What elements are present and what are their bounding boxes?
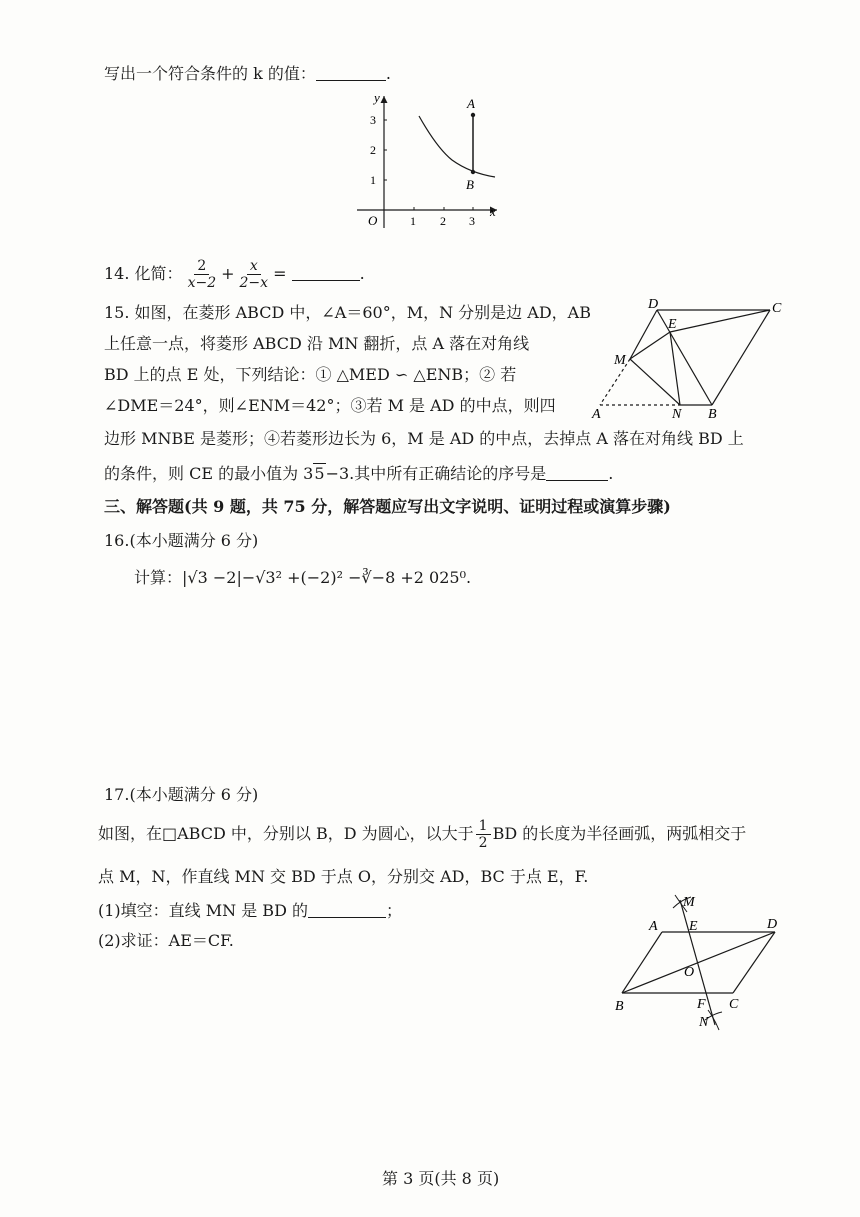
label-a: A <box>649 919 658 934</box>
point-b <box>471 170 475 174</box>
q15-line: 15. 如图，在菱形 ABCD 中，∠A＝60°，M，N 分别是边 AD，AB <box>104 303 591 322</box>
q17-figure <box>605 890 790 1040</box>
q17-line: 如图，在□ABCD 中，分别以 B，D 为圆心，以大于 $\frac{1}{2}$ BD 的长度为半径画弧，两弧相交于 <box>98 818 747 851</box>
q15-line: 上任意一点，将菱形 ABCD 沿 MN 翻折，点 A 落在对角线 <box>104 334 530 353</box>
label-b: B <box>708 407 717 422</box>
q13-graph <box>352 88 512 238</box>
q15-line: 的条件，则 CE 的最小值为 35−3.其中所有正确结论的序号是 . <box>104 464 614 483</box>
y-tick-label: 2 <box>370 143 376 157</box>
answer-blank <box>316 79 386 81</box>
section-heading: 三、解答题(共 9 题，共 75 分，解答题应写出文字说明、证明过程或演算步骤) <box>104 497 671 516</box>
label-b: B <box>615 999 624 1014</box>
point-a-label: A <box>467 96 475 111</box>
q15-figure <box>590 292 790 422</box>
label-d: D <box>767 917 778 932</box>
q15-line: ∠DME＝24°，则∠ENM＝42°；③若 M 是 AD 的中点，则四 <box>104 396 556 415</box>
label-o: O <box>684 965 695 980</box>
point-b-label: B <box>466 177 474 192</box>
sqrt: 5 <box>314 464 325 483</box>
y-tick-label: 1 <box>370 173 376 187</box>
label-n: N <box>672 407 682 422</box>
label-a: A <box>592 407 601 422</box>
label-f: F <box>697 997 706 1012</box>
y-tick-label: 3 <box>370 113 376 127</box>
q14: 14. 化简： $\frac{2}{x-2}$ + $\frac{x}{2-x}$ = . <box>104 258 365 291</box>
hyperbola-curve <box>419 116 495 177</box>
x-tick-label: 2 <box>440 214 446 228</box>
q13-prompt: 写出一个符合条件的 k 的值： . <box>104 64 391 83</box>
fraction: $\frac{2}{x-2}$ <box>187 258 217 291</box>
q17-line: 点 M，N，作直线 MN 交 BD 于点 O，分别交 AD，BC 于点 E，F. <box>98 867 589 886</box>
label-m: M <box>683 895 695 910</box>
q16-header: 16.(本小题满分 6 分) <box>104 531 259 550</box>
origin-label: O <box>368 213 378 228</box>
fraction: $\frac{x}{2-x}$ <box>239 258 269 291</box>
point-a <box>471 113 475 117</box>
x-tick-label: 1 <box>410 214 416 228</box>
label-d: D <box>648 297 659 312</box>
label-e: E <box>668 317 677 332</box>
answer-blank <box>292 279 360 281</box>
answer-blank <box>546 479 608 481</box>
y-axis-label: y <box>374 90 380 105</box>
label-m: M <box>614 353 626 368</box>
q17-part2: (2)求证：AE＝CF. <box>98 931 234 950</box>
label-c: C <box>729 997 739 1012</box>
x-axis-label: x <box>490 204 496 219</box>
q15-line: 边形 MNBE 是菱形；④若菱形边长为 6，M 是 AD 的中点，去掉点 A 落在对角线 BD 上 <box>104 429 744 448</box>
fraction: $\frac{1}{2}$ <box>476 818 491 851</box>
q16-expression: 计算：|√3 −2|−√3² +(−2)² −∛−8 +2 025⁰. <box>134 568 472 587</box>
label-n: N <box>699 1015 709 1030</box>
page-number: 第 3 页(共 8 页) <box>382 1169 500 1188</box>
q15-line: BD 上的点 E 处，下列结论：① △MED ∽ △ENB；② 若 <box>104 365 517 384</box>
label-e: E <box>689 919 698 934</box>
label-c: C <box>772 301 782 316</box>
q17-header: 17.(本小题满分 6 分) <box>104 785 259 804</box>
q17-part1: (1)填空：直线 MN 是 BD 的 ； <box>98 901 402 920</box>
answer-blank <box>308 916 386 918</box>
x-tick-label: 3 <box>469 214 475 228</box>
